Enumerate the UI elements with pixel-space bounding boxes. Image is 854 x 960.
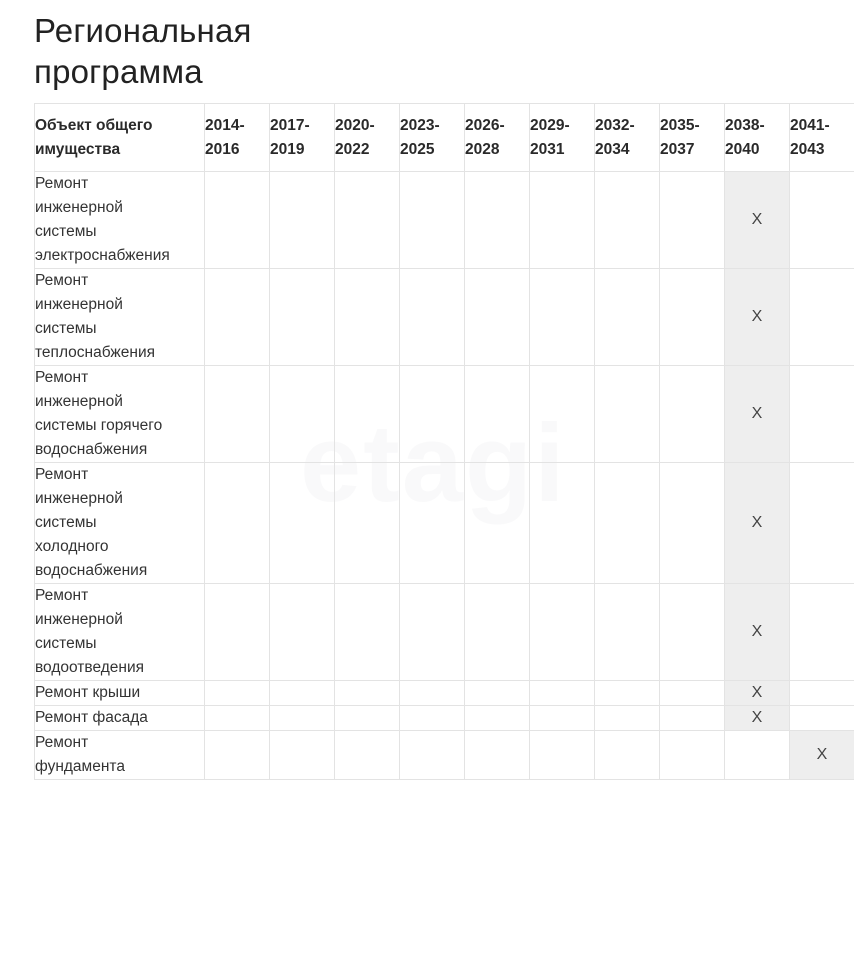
empty-period-cell (595, 584, 660, 681)
object-name-cell (35, 366, 205, 463)
empty-period-cell (270, 731, 335, 780)
table-body (35, 172, 854, 780)
column-header-period-line-1: 2017- (270, 116, 310, 134)
empty-period-cell (530, 706, 595, 731)
object-name-cell (35, 731, 205, 780)
column-header-period-line-1: 2041- (790, 116, 830, 134)
column-header-period (790, 104, 854, 172)
object-name-line: системы (35, 514, 97, 531)
empty-period-cell (335, 731, 400, 780)
object-name-cell (35, 463, 205, 584)
empty-period-cell (270, 706, 335, 731)
column-header-period (465, 104, 530, 172)
empty-period-cell (530, 172, 595, 269)
empty-period-cell (465, 366, 530, 463)
object-name-line: Ремонт (35, 734, 89, 751)
empty-period-cell (530, 463, 595, 584)
empty-period-cell (530, 584, 595, 681)
empty-period-cell (465, 463, 530, 584)
empty-period-cell (660, 269, 725, 366)
table-row (35, 269, 854, 366)
page-title-line-1: Региональная (34, 12, 252, 49)
object-name-line: водоснабжения (35, 441, 148, 458)
empty-period-cell (660, 681, 725, 706)
object-name-line: Ремонт (35, 466, 89, 483)
column-header-period-line-2: 2028 (465, 140, 500, 158)
empty-period-cell (400, 584, 465, 681)
column-header-period (725, 104, 790, 172)
object-name-line: системы (35, 320, 97, 337)
object-name-line: Ремонт (35, 369, 89, 386)
scheduled-mark-cell: X (725, 681, 790, 706)
object-name-line: системы (35, 635, 97, 652)
column-header-period-line-1: 2014- (205, 116, 245, 134)
empty-period-cell (595, 172, 660, 269)
empty-period-cell (465, 172, 530, 269)
empty-period-cell (595, 706, 660, 731)
scheduled-mark-cell: X (725, 172, 790, 269)
object-name-line: инженерной (35, 296, 123, 313)
table-row (35, 463, 854, 584)
object-name-line: фундамента (35, 758, 125, 775)
empty-period-cell (400, 172, 465, 269)
empty-period-cell (530, 269, 595, 366)
empty-period-cell (465, 731, 530, 780)
empty-period-cell (595, 269, 660, 366)
empty-period-cell (790, 463, 854, 584)
empty-period-cell (205, 269, 270, 366)
table-row (35, 584, 854, 681)
empty-period-cell (660, 366, 725, 463)
table-row (35, 366, 854, 463)
column-header-period-line-2: 2022 (335, 140, 370, 158)
empty-period-cell (335, 172, 400, 269)
table-row (35, 681, 854, 706)
column-header-period (660, 104, 725, 172)
column-header-period-line-2: 2019 (270, 140, 305, 158)
column-header-period-line-2: 2040 (725, 140, 760, 158)
empty-period-cell (335, 269, 400, 366)
column-header-period-line-1: 2032- (595, 116, 635, 134)
empty-period-cell (335, 366, 400, 463)
object-name-line: системы горячего (35, 417, 163, 434)
scheduled-mark-cell: X (725, 269, 790, 366)
object-name-line: холодного (35, 538, 109, 555)
column-header-period (530, 104, 595, 172)
column-header-period-line-1: 2026- (465, 116, 505, 134)
regional-program-table (34, 103, 854, 780)
object-name-line: инженерной (35, 611, 123, 628)
empty-period-cell (465, 269, 530, 366)
empty-period-cell (530, 681, 595, 706)
empty-period-cell (660, 706, 725, 731)
object-name-line: Ремонт (35, 272, 89, 289)
column-header-period (270, 104, 335, 172)
empty-period-cell (790, 366, 854, 463)
empty-period-cell (205, 681, 270, 706)
column-header-period-line-2: 2034 (595, 140, 630, 158)
scheduled-mark-cell: X (790, 731, 854, 780)
empty-period-cell (205, 706, 270, 731)
object-name-line: Ремонт (35, 175, 89, 192)
table-row (35, 731, 854, 780)
empty-period-cell (660, 731, 725, 780)
column-header-period-line-1: 2020- (335, 116, 375, 134)
object-name-line: системы (35, 223, 97, 240)
object-name-line: инженерной (35, 393, 123, 410)
empty-period-cell (400, 366, 465, 463)
empty-period-cell (465, 584, 530, 681)
empty-period-cell (270, 463, 335, 584)
object-name-line: водоотведения (35, 659, 144, 676)
page-title-line-2: программа (34, 53, 203, 90)
page-title (34, 10, 434, 92)
empty-period-cell (530, 366, 595, 463)
empty-period-cell (530, 731, 595, 780)
empty-period-cell (400, 731, 465, 780)
empty-period-cell (400, 681, 465, 706)
column-header-period-line-2: 2016 (205, 140, 240, 158)
object-name-cell (35, 584, 205, 681)
object-name-line: Ремонт фасада (35, 709, 148, 726)
empty-period-cell (660, 584, 725, 681)
empty-period-cell (335, 463, 400, 584)
empty-period-cell (270, 681, 335, 706)
column-header-period-line-2: 2043 (790, 140, 825, 158)
empty-period-cell (400, 706, 465, 731)
watermark-logo: etagi (300, 402, 567, 525)
column-header-period (205, 104, 270, 172)
empty-period-cell (790, 269, 854, 366)
object-name-cell (35, 681, 205, 706)
column-header-period-line-1: 2029- (530, 116, 570, 134)
empty-period-cell (205, 584, 270, 681)
object-name-cell (35, 172, 205, 269)
column-header-period-line-1: 2023- (400, 116, 440, 134)
scheduled-mark-cell: X (725, 463, 790, 584)
empty-period-cell (335, 706, 400, 731)
empty-period-cell (790, 172, 854, 269)
column-header-object-line-1: Объект общего (35, 116, 153, 134)
empty-period-cell (790, 706, 854, 731)
empty-period-cell (400, 269, 465, 366)
table-header-row (35, 104, 854, 172)
object-name-line: Ремонт крыши (35, 684, 141, 701)
empty-period-cell (270, 172, 335, 269)
empty-period-cell (595, 366, 660, 463)
scheduled-mark-cell: X (725, 706, 790, 731)
object-name-line: водоснабжения (35, 562, 148, 579)
column-header-period (595, 104, 660, 172)
object-name-line: инженерной (35, 490, 123, 507)
column-header-period-line-2: 2037 (660, 140, 695, 158)
column-header-object-line-2: имущества (35, 140, 121, 158)
table-row (35, 706, 854, 731)
object-name-line: теплоснабжения (35, 344, 156, 361)
empty-period-cell (205, 172, 270, 269)
empty-period-cell (595, 463, 660, 584)
empty-period-cell (595, 731, 660, 780)
empty-period-cell (335, 584, 400, 681)
empty-period-cell (205, 463, 270, 584)
empty-period-cell (465, 706, 530, 731)
column-header-period (400, 104, 465, 172)
column-header-period-line-1: 2038- (725, 116, 765, 134)
empty-period-cell (790, 584, 854, 681)
empty-period-cell (595, 681, 660, 706)
column-header-period (335, 104, 400, 172)
object-name-line: электроснабжения (35, 247, 170, 264)
empty-period-cell (660, 172, 725, 269)
empty-period-cell (660, 463, 725, 584)
column-header-object (35, 104, 205, 172)
column-header-period-line-2: 2031 (530, 140, 565, 158)
column-header-period-line-2: 2025 (400, 140, 435, 158)
empty-period-cell (270, 269, 335, 366)
empty-period-cell (205, 731, 270, 780)
object-name-cell (35, 269, 205, 366)
empty-period-cell (335, 681, 400, 706)
empty-period-cell (270, 366, 335, 463)
empty-period-cell (205, 366, 270, 463)
empty-period-cell (790, 681, 854, 706)
empty-period-cell (725, 731, 790, 780)
scheduled-mark-cell: X (725, 584, 790, 681)
empty-period-cell (465, 681, 530, 706)
object-name-cell (35, 706, 205, 731)
object-name-line: инженерной (35, 199, 123, 216)
column-header-period-line-1: 2035- (660, 116, 700, 134)
scheduled-mark-cell: X (725, 366, 790, 463)
object-name-line: Ремонт (35, 587, 89, 604)
empty-period-cell (400, 463, 465, 584)
empty-period-cell (270, 584, 335, 681)
table-row (35, 172, 854, 269)
